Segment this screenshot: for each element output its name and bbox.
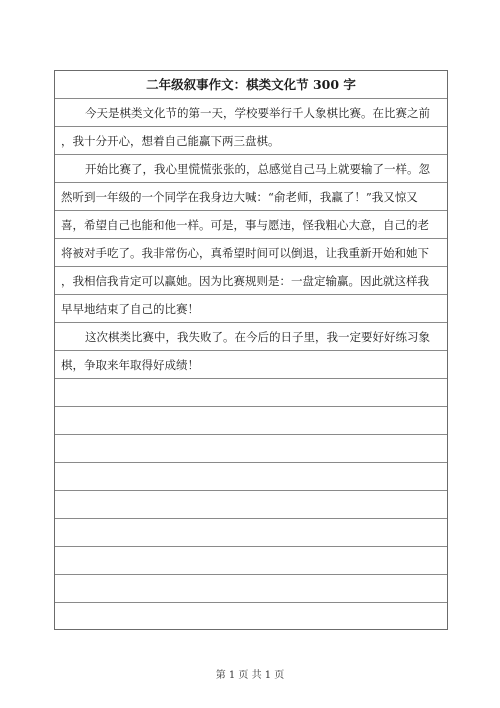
essay-line-8: 早早地结束了自己的比赛！: [55, 295, 447, 323]
blank-line: [55, 603, 447, 631]
blank-line: [55, 575, 447, 603]
essay-line-7: ，我相信我肯定可以赢她。因为比赛规则是：一盘定输赢。因此就这样我: [55, 267, 447, 295]
page-number: 第 1 页 共 1 页: [215, 670, 285, 681]
blank-line: [55, 519, 447, 547]
essay-title: 二年级叙事作文：棋类文化节 300 字: [55, 71, 447, 99]
blank-line: [55, 491, 447, 519]
blank-line: [55, 435, 447, 463]
essay-line-5: 喜，希望自己也能和他一样。可是，事与愿违，怪我粗心大意，自己的老: [55, 211, 447, 239]
essay-line-1: 今天是棋类文化节的第一天，学校要举行千人象棋比赛。在比赛之前: [55, 99, 447, 127]
essay-line-10: 棋，争取来年取得好成绩！: [55, 351, 447, 379]
essay-line-6: 将被对手吃了。我非常伤心，真希望时间可以倒退，让我重新开始和她下: [55, 239, 447, 267]
essay-line-4: 然听到一年级的一个同学在我身边大喊：“俞老师，我赢了！”我又惊又: [55, 183, 447, 211]
blank-line: [55, 547, 447, 575]
blank-line: [55, 407, 447, 435]
essay-line-9: 这次棋类比赛中，我失败了。在今后的日子里，我一定要好好练习象: [55, 323, 447, 351]
blank-line: [55, 463, 447, 491]
essay-line-3: 开始比赛了，我心里慌慌张张的，总感觉自己马上就要输了一样。忽: [55, 155, 447, 183]
essay-line-2: ，我十分开心，想着自己能赢下两三盘棋。: [55, 127, 447, 155]
essay-sheet: [54, 70, 448, 630]
blank-line: [55, 379, 447, 407]
